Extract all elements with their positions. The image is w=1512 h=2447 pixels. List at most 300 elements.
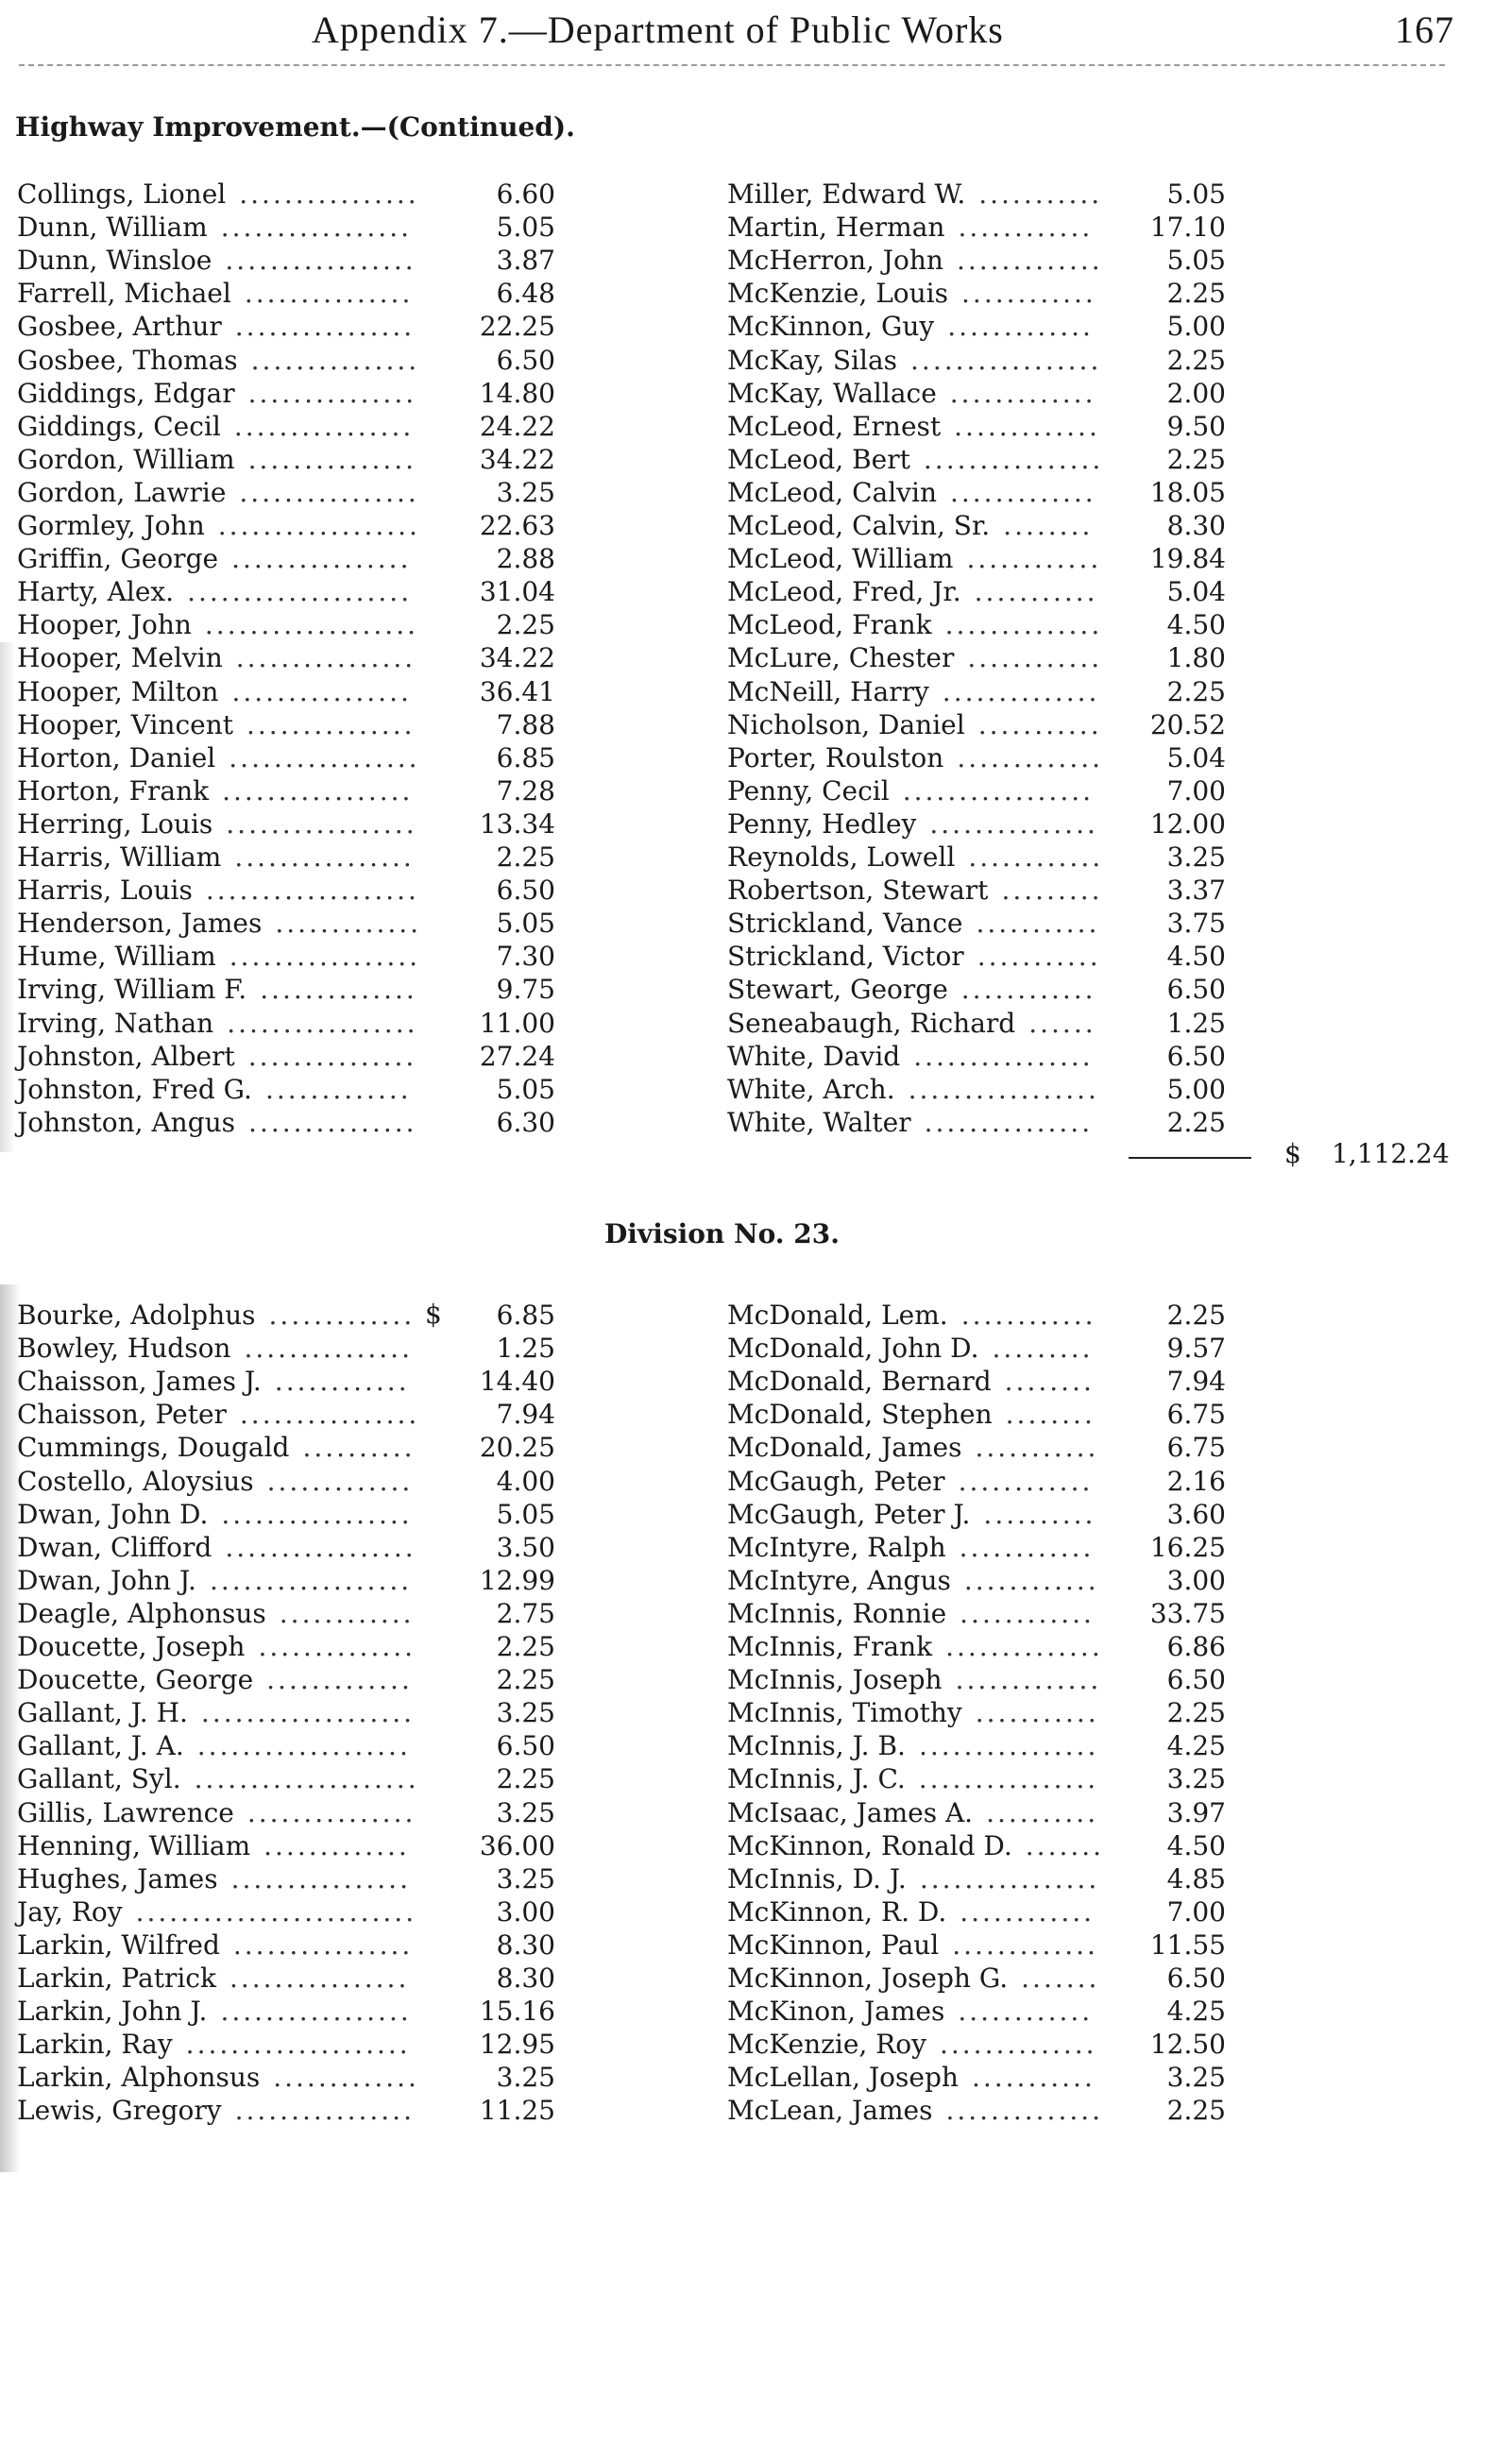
entry-amount: 2.25 xyxy=(496,1631,555,1662)
entry-amount: 6.75 xyxy=(1166,1432,1226,1464)
entry-name: Penny, Hedley xyxy=(727,807,917,840)
list-item xyxy=(727,1696,1256,1729)
entry-name: McInnis, Frank xyxy=(727,1631,933,1662)
list-item xyxy=(17,1696,555,1729)
entry-name: White, Walter xyxy=(727,1106,911,1138)
leader-dots: .............. xyxy=(942,675,1100,707)
entry-amount: 4.50 xyxy=(1166,609,1226,641)
list-item xyxy=(17,1597,555,1630)
entry-name: Strickland, Vance xyxy=(727,908,963,940)
leader-dots: ............. xyxy=(264,1073,412,1105)
entry-amount: 8.30 xyxy=(496,1963,555,1994)
list-item xyxy=(17,1862,555,1895)
entry-name: McInnis, Joseph xyxy=(727,1664,943,1696)
list-item xyxy=(17,1332,555,1365)
entry-amount: 4.00 xyxy=(496,1465,555,1497)
entry-amount: 3.25 xyxy=(1166,1763,1226,1795)
list-item xyxy=(17,344,555,377)
entry-amount: 4.50 xyxy=(1166,941,1226,973)
entry-name: Harris, Louis xyxy=(17,875,193,907)
entry-amount: 3.25 xyxy=(496,476,555,508)
entry-name: McDonald, John D. xyxy=(727,1333,979,1365)
entry-amount: 6.85 xyxy=(496,1300,555,1331)
entry-name: Doucette, George xyxy=(17,1664,254,1696)
entry-amount: 2.25 xyxy=(496,1664,555,1696)
entry-amount: 4.50 xyxy=(1166,1829,1226,1861)
entry-amount: 16.25 xyxy=(1149,1531,1226,1563)
entry-amount: 4.25 xyxy=(1166,1730,1226,1762)
list-item xyxy=(727,1729,1256,1762)
leader-dots: ................... xyxy=(196,1730,411,1762)
entry-amount: 2.75 xyxy=(496,1597,555,1629)
leader-dots: ................ xyxy=(239,476,419,508)
entry-name: Horton, Frank xyxy=(17,774,210,807)
entry-amount: 4.25 xyxy=(1166,1996,1226,2028)
entry-amount: 7.28 xyxy=(496,774,555,807)
leader-dots: ............ xyxy=(960,1597,1095,1629)
entry-name: Gallant, J. A. xyxy=(17,1730,184,1762)
leader-dots: .............. xyxy=(945,1631,1103,1662)
entry-amount: 6.50 xyxy=(1166,1040,1226,1072)
entry-name: McKinnon, R. D. xyxy=(727,1895,947,1928)
entry-amount: 24.22 xyxy=(479,410,555,442)
entry-name: Deagle, Alphonsus xyxy=(17,1597,266,1629)
entry-name: Dwan, John D. xyxy=(17,1498,209,1530)
list-item xyxy=(17,1498,555,1531)
leader-dots: ......... xyxy=(1001,875,1103,907)
list-item xyxy=(17,277,555,310)
entry-amount: 34.22 xyxy=(479,642,555,674)
entry-name: Gillis, Lawrence xyxy=(17,1796,234,1828)
entry-name: Gormley, John xyxy=(17,510,205,541)
list-item xyxy=(727,2028,1256,2061)
list-item xyxy=(727,509,1256,542)
entry-name: Johnston, Fred G. xyxy=(17,1073,252,1105)
leader-dots: ......................... xyxy=(135,1895,417,1928)
entry-name: McKay, Silas xyxy=(727,344,898,376)
entry-amount: 3.00 xyxy=(496,1895,555,1928)
leader-dots: ........ xyxy=(1004,1366,1095,1398)
leader-dots: ................ xyxy=(229,1963,410,1994)
entry-name: Giddings, Edgar xyxy=(17,377,235,409)
list-item xyxy=(727,542,1256,575)
list-item xyxy=(727,2094,1256,2127)
running-title: Appendix 7.—Department of Public Works xyxy=(312,8,1004,51)
leader-dots: ........ xyxy=(1005,1399,1096,1431)
entry-amount: 3.37 xyxy=(1166,875,1226,907)
entry-name: Martin, Herman xyxy=(727,212,945,244)
leader-dots: ............... xyxy=(929,807,1098,840)
leader-dots: .......... xyxy=(302,1432,416,1464)
leader-dots: ............ xyxy=(960,1300,1096,1331)
entry-name: Hooper, Milton xyxy=(17,675,219,707)
leader-dots: ........... xyxy=(975,1697,1099,1729)
list-item xyxy=(17,1995,555,2028)
entry-amount: 2.25 xyxy=(1166,344,1226,376)
entry-name: McIntyre, Angus xyxy=(727,1564,951,1596)
leader-dots: ............... xyxy=(248,1106,417,1138)
list-item xyxy=(727,874,1256,907)
leader-dots: .................. xyxy=(217,510,420,541)
entry-name: Hooper, Melvin xyxy=(17,642,223,674)
entry-name: Gallant, Syl. xyxy=(17,1763,181,1795)
list-item xyxy=(17,1895,555,1929)
list-item xyxy=(17,1564,555,1597)
list-item xyxy=(17,310,555,343)
entry-name: McInnis, J. B. xyxy=(727,1730,906,1762)
leader-dots: ............ xyxy=(958,1465,1094,1497)
leader-dots: ................. xyxy=(225,245,416,277)
entry-amount: 18.05 xyxy=(1149,476,1226,508)
entry-name: Horton, Daniel xyxy=(17,741,216,773)
list-item xyxy=(727,344,1256,377)
entry-name: McLellan, Joseph xyxy=(727,2062,959,2094)
entry-name: Hooper, John xyxy=(17,609,192,641)
entry-name: Chaisson, Peter xyxy=(17,1399,227,1431)
list-item xyxy=(17,708,555,741)
leader-dots: ....... xyxy=(1021,1963,1100,1994)
leader-dots: ................ xyxy=(234,841,415,873)
entry-name: McLeod, Fred, Jr. xyxy=(727,576,961,608)
entry-amount: 6.60 xyxy=(496,178,555,210)
leader-dots: ................ xyxy=(919,1862,1100,1895)
entry-name: Johnston, Albert xyxy=(17,1040,235,1072)
entry-name: Irving, Nathan xyxy=(17,1007,214,1039)
entry-amount: 3.97 xyxy=(1166,1796,1226,1828)
entry-amount: 13.34 xyxy=(479,807,555,840)
entry-name: Larkin, John J. xyxy=(17,1996,208,2028)
entry-name: Larkin, Ray xyxy=(17,2029,173,2061)
entry-name: McKinnon, Guy xyxy=(727,311,935,343)
list-item xyxy=(727,1796,1256,1829)
entry-amount: 6.50 xyxy=(496,1730,555,1762)
entry-amount: 2.25 xyxy=(1166,443,1226,475)
list-item xyxy=(727,1040,1256,1073)
list-item xyxy=(727,641,1256,674)
entry-name: Larkin, Alphonsus xyxy=(17,2062,261,2094)
leader-dots: ................. xyxy=(225,1531,416,1563)
leader-dots: ......... xyxy=(992,1333,1094,1365)
leader-dots: ........ xyxy=(1003,510,1094,541)
entry-name: Hume, William xyxy=(17,941,216,973)
list-item xyxy=(727,1962,1256,1995)
entry-amount: 9.75 xyxy=(496,974,555,1006)
list-item xyxy=(17,178,555,211)
list-item xyxy=(727,443,1256,476)
list-item xyxy=(17,2061,555,2094)
entry-amount: 31.04 xyxy=(479,576,555,608)
list-item xyxy=(727,1531,1256,1564)
leader-dots: ............ xyxy=(966,543,1102,575)
list-item xyxy=(17,1073,555,1106)
entry-name: McHerron, John xyxy=(727,245,943,277)
leader-dots: .................... xyxy=(185,2029,411,2061)
list-item xyxy=(17,1762,555,1795)
entry-name: Bourke, Adolphus xyxy=(17,1300,256,1331)
entry-amount: 12.95 xyxy=(479,2029,555,2061)
entry-amount: 2.16 xyxy=(1166,1465,1226,1497)
leader-dots: ................. xyxy=(908,1073,1099,1105)
leader-dots: ............ xyxy=(968,841,1104,873)
entry-amount: 2.25 xyxy=(1166,2095,1226,2127)
list-item xyxy=(727,1299,1256,1332)
leader-dots: ................... xyxy=(204,609,418,641)
entry-name: McNeill, Harry xyxy=(727,675,929,707)
entry-amount: 27.24 xyxy=(479,1040,555,1072)
list-item xyxy=(727,1332,1256,1365)
list-item xyxy=(17,1465,555,1498)
leader-dots: ............... xyxy=(247,443,417,475)
leader-dots: ................ xyxy=(231,675,412,707)
entry-amount: 3.00 xyxy=(1166,1564,1226,1596)
entry-name: Gallant, J. H. xyxy=(17,1697,188,1729)
entry-name: McKenzie, Roy xyxy=(727,2029,926,2061)
list-item xyxy=(727,1498,1256,1531)
entry-amount: 2.25 xyxy=(1166,1106,1226,1138)
list-item xyxy=(17,211,555,244)
list-item xyxy=(727,1995,1256,2028)
list-item xyxy=(727,907,1256,940)
entry-name: Penny, Cecil xyxy=(727,774,890,807)
entry-name: McLeod, Calvin, Sr. xyxy=(727,510,991,541)
entry-name: Irving, William F. xyxy=(17,974,247,1006)
entry-name: Nicholson, Daniel xyxy=(727,708,965,740)
leader-dots: ............ xyxy=(960,1895,1096,1928)
entry-amount: 2.25 xyxy=(496,609,555,641)
division-currency: $ xyxy=(425,1299,442,1330)
entry-name: McKinnon, Ronald D. xyxy=(727,1829,1012,1861)
list-item xyxy=(727,1431,1256,1464)
leader-dots: ................ xyxy=(233,410,415,442)
entry-name: Bowley, Hudson xyxy=(17,1333,231,1365)
list-item xyxy=(17,1007,555,1040)
leader-dots: ................. xyxy=(227,1007,418,1039)
list-item xyxy=(727,1895,1256,1929)
leader-dots: ............ xyxy=(958,212,1094,244)
leader-dots: ............ xyxy=(960,974,1096,1006)
entry-amount: 5.00 xyxy=(1166,311,1226,343)
list-item xyxy=(17,1531,555,1564)
page-header xyxy=(312,8,1511,55)
entry-amount: 1.25 xyxy=(496,1333,555,1365)
entry-amount: 5.05 xyxy=(1166,178,1226,210)
leader-dots: ............. xyxy=(949,476,1096,508)
entry-amount: 5.05 xyxy=(496,1498,555,1530)
entry-name: Larkin, Patrick xyxy=(17,1963,216,1994)
list-item xyxy=(727,575,1256,608)
leader-dots: .............. xyxy=(260,974,417,1006)
entry-name: Giddings, Cecil xyxy=(17,410,221,442)
leader-dots: ................. xyxy=(221,1498,413,1530)
list-item xyxy=(727,708,1256,741)
entry-name: Gosbee, Thomas xyxy=(17,344,238,376)
leader-dots: ........... xyxy=(976,908,1100,940)
entry-name: Dwan, John J. xyxy=(17,1564,196,1596)
entry-name: Henning, William xyxy=(17,1829,251,1861)
leader-dots: ............ xyxy=(274,1366,410,1398)
entry-amount: 34.22 xyxy=(479,443,555,475)
entry-amount: 5.05 xyxy=(496,1073,555,1105)
entry-name: Larkin, Wilfred xyxy=(17,1929,220,1961)
entry-name: White, David xyxy=(727,1040,901,1072)
entry-name: Herring, Louis xyxy=(17,807,213,840)
entry-amount: 12.99 xyxy=(479,1564,555,1596)
entry-amount: 22.25 xyxy=(479,311,555,343)
entry-name: Griffin, George xyxy=(17,543,219,575)
entry-name: McKinnon, Joseph G. xyxy=(727,1963,1009,1994)
leader-dots: ............. xyxy=(273,2062,419,2094)
entry-amount: 15.16 xyxy=(479,1996,555,2028)
entry-amount: 7.94 xyxy=(1166,1366,1226,1398)
entry-amount: 12.50 xyxy=(1149,2029,1226,2061)
leader-dots: ............. xyxy=(952,1929,1098,1961)
list-item xyxy=(17,2028,555,2061)
leader-dots: ................ xyxy=(918,1763,1099,1795)
entry-amount: 17.10 xyxy=(1149,212,1226,244)
entry-amount: 6.86 xyxy=(1166,1631,1226,1662)
list-item xyxy=(17,1040,555,1073)
list-item xyxy=(727,940,1256,973)
leader-dots: ................. xyxy=(226,807,417,840)
list-item xyxy=(17,410,555,443)
leader-dots: ............. xyxy=(275,908,422,940)
list-item xyxy=(727,244,1256,277)
list-item xyxy=(17,741,555,774)
entry-amount: 6.75 xyxy=(1166,1399,1226,1431)
leader-dots: ............ xyxy=(279,1597,415,1629)
leader-dots: .................... xyxy=(194,1763,419,1795)
entry-name: McLeod, William xyxy=(727,543,954,575)
leader-dots: ........... xyxy=(971,2062,1096,2094)
list-item xyxy=(727,1365,1256,1398)
leader-dots: ............... xyxy=(247,377,417,409)
list-item xyxy=(727,1862,1256,1895)
list-item xyxy=(727,973,1256,1006)
leader-dots: ............. xyxy=(949,377,1096,409)
leader-dots: .............. xyxy=(945,2095,1104,2127)
entry-amount: 20.25 xyxy=(479,1432,555,1464)
entry-amount: 7.30 xyxy=(496,941,555,973)
leader-dots: ................ xyxy=(234,311,416,343)
entry-name: McKinnon, Paul xyxy=(727,1929,940,1961)
entry-name: White, Arch. xyxy=(727,1073,895,1105)
entry-amount: 2.25 xyxy=(1166,278,1226,310)
list-item xyxy=(17,1829,555,1862)
entry-amount: 6.30 xyxy=(496,1106,555,1138)
leader-dots: .......... xyxy=(986,1796,1099,1828)
entry-name: McInnis, D. J. xyxy=(727,1862,907,1895)
leader-dots: .............. xyxy=(944,609,1103,641)
entry-name: Johnston, Angus xyxy=(17,1106,236,1138)
list-item xyxy=(17,1398,555,1431)
leader-dots: ................. xyxy=(220,212,413,244)
total-rule xyxy=(1129,1157,1251,1159)
division-heading: Division No. 23. xyxy=(604,1218,840,1249)
leader-dots: ........... xyxy=(977,941,1101,973)
list-item xyxy=(727,1106,1256,1139)
list-item xyxy=(17,509,555,542)
entry-amount: 9.57 xyxy=(1166,1333,1226,1365)
entry-name: Farrell, Michael xyxy=(17,278,231,310)
leader-dots: ............... xyxy=(246,708,416,740)
entry-name: McInnis, J. C. xyxy=(727,1763,906,1795)
entry-name: McGaugh, Peter J. xyxy=(727,1498,971,1530)
entry-name: McKay, Wallace xyxy=(727,377,937,409)
entry-amount: 6.85 xyxy=(496,741,555,773)
list-item xyxy=(727,310,1256,343)
entry-name: Stewart, George xyxy=(727,974,948,1006)
total-currency: $ xyxy=(1284,1138,1301,1169)
list-item xyxy=(727,1929,1256,1962)
list-item xyxy=(727,476,1256,509)
entry-name: Hooper, Vincent xyxy=(17,708,233,740)
entry-amount: 1.25 xyxy=(1166,1007,1226,1039)
list-item xyxy=(727,1073,1256,1106)
list-item xyxy=(17,608,555,641)
leader-dots: ............ xyxy=(958,1996,1094,2028)
list-item xyxy=(17,1929,555,1962)
list-item xyxy=(17,1962,555,1995)
entry-amount: 7.00 xyxy=(1166,1895,1226,1928)
leader-dots: .............. xyxy=(939,2029,1097,2061)
entry-name: Robertson, Stewart xyxy=(727,875,989,907)
entry-name: Jay, Roy xyxy=(17,1895,123,1928)
entry-name: Gosbee, Arthur xyxy=(17,311,222,343)
list-item xyxy=(727,1564,1256,1597)
list-item xyxy=(17,907,555,940)
highway-total: 1,112.24 xyxy=(1332,1138,1450,1169)
entry-name: McLeod, Ernest xyxy=(727,410,942,442)
leader-dots: ................ xyxy=(232,1929,414,1961)
list-item xyxy=(727,1398,1256,1431)
entry-name: McIntyre, Ralph xyxy=(727,1531,946,1563)
entry-name: McLeod, Bert xyxy=(727,443,910,475)
entry-amount: 3.50 xyxy=(496,1531,555,1563)
list-item xyxy=(727,1762,1256,1795)
entry-amount: 11.55 xyxy=(1149,1929,1226,1961)
leader-dots: ........... xyxy=(974,576,1098,608)
list-item xyxy=(17,377,555,410)
list-item xyxy=(17,940,555,973)
binding-shadow xyxy=(0,642,15,1152)
entry-amount: 3.25 xyxy=(496,1796,555,1828)
leader-dots: ............ xyxy=(959,1531,1095,1563)
entry-amount: 5.05 xyxy=(496,908,555,940)
list-item xyxy=(727,277,1256,310)
entry-name: Chaisson, James J. xyxy=(17,1366,262,1398)
entry-amount: 19.84 xyxy=(1149,543,1226,575)
entry-name: Lewis, Gregory xyxy=(17,2095,222,2127)
entry-name: Dunn, Winsloe xyxy=(17,245,212,277)
entry-name: McInnis, Ronnie xyxy=(727,1597,947,1629)
list-item xyxy=(727,1829,1256,1862)
entry-amount: 7.88 xyxy=(496,708,555,740)
list-item xyxy=(17,774,555,807)
list-item xyxy=(17,841,555,874)
entry-amount: 2.25 xyxy=(1166,1697,1226,1729)
leader-dots: ................... xyxy=(200,1697,416,1729)
entry-name: Hughes, James xyxy=(17,1862,218,1895)
entry-amount: 6.50 xyxy=(1166,1963,1226,1994)
entry-name: Gordon, William xyxy=(17,443,235,475)
entry-amount: 3.25 xyxy=(496,2062,555,2094)
leader-dots: ................ xyxy=(239,178,419,210)
entry-amount: 7.94 xyxy=(496,1399,555,1431)
entry-amount: 2.25 xyxy=(1166,1300,1226,1331)
entry-amount: 3.25 xyxy=(496,1862,555,1895)
list-item xyxy=(17,1365,555,1398)
entry-amount: 5.04 xyxy=(1166,741,1226,773)
